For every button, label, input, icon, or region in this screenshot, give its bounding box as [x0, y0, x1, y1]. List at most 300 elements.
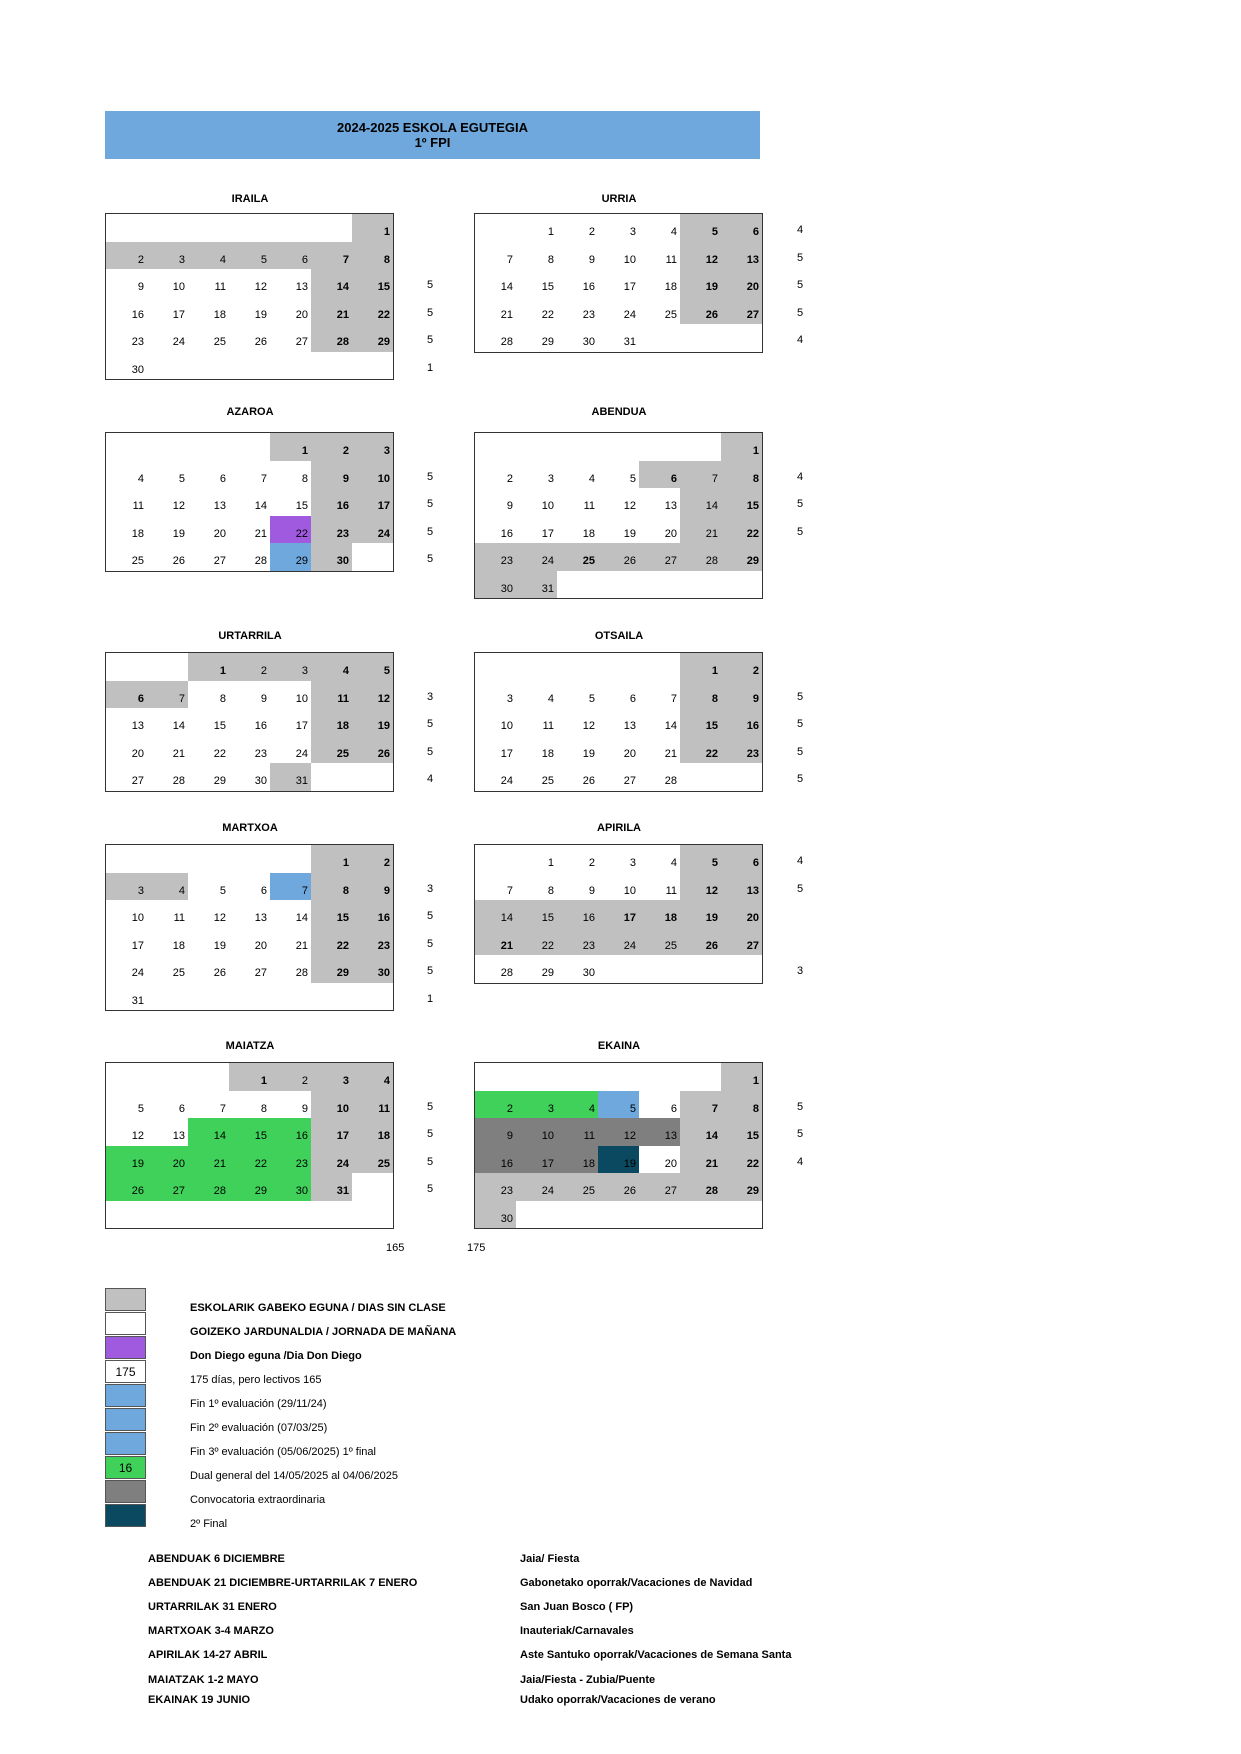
week-day-count: 5	[426, 1100, 434, 1113]
day-cell: 7	[506, 884, 513, 897]
day-cell: 25	[557, 543, 598, 571]
legend-label: Fin 1º evaluación (29/11/24)	[190, 1398, 327, 1410]
day-cell: 6	[670, 1102, 677, 1115]
day-cell: 15	[541, 281, 554, 293]
day-cell: 12	[254, 281, 267, 293]
day-cell	[721, 763, 762, 791]
day-cell: 16	[582, 281, 595, 293]
day-cell	[680, 1201, 721, 1229]
day-cell: 7	[270, 873, 311, 901]
month-name: MAIATZA	[225, 1040, 275, 1052]
day-cell: 19	[106, 1146, 147, 1174]
day-cell: 10	[623, 884, 636, 897]
day-cell: 3	[270, 653, 311, 681]
day-cell: 4	[557, 1091, 598, 1119]
day-cell: 26	[680, 297, 721, 325]
day-cell	[188, 433, 229, 461]
month-name: AZAROA	[226, 406, 274, 418]
holiday-date: ABENDUAK 6 DICIEMBRE	[148, 1553, 285, 1565]
day-cell: 19	[598, 1146, 639, 1174]
day-cell: 14	[475, 900, 516, 928]
day-cell: 21	[188, 1146, 229, 1174]
day-cell	[721, 1201, 762, 1229]
day-cell: 18	[557, 1146, 598, 1174]
day-cell	[639, 433, 680, 461]
day-cell: 29	[721, 1173, 762, 1201]
day-cell	[680, 571, 721, 599]
day-cell	[147, 983, 188, 1011]
day-cell: 17	[623, 281, 636, 293]
day-cell: 16	[475, 1146, 516, 1174]
day-cell	[229, 433, 270, 461]
week-day-count: 4	[796, 224, 804, 236]
month-calendar	[105, 1062, 394, 1229]
day-cell: 1	[311, 845, 352, 873]
day-cell: 28	[295, 967, 308, 979]
day-cell: 21	[295, 939, 308, 952]
day-cell: 2	[506, 472, 513, 485]
day-cell: 3	[352, 433, 393, 461]
day-cell: 16	[311, 488, 352, 516]
day-cell: 8	[352, 242, 393, 270]
day-cell: 19	[582, 747, 595, 760]
day-cell: 18	[131, 527, 144, 540]
day-cell: 20	[623, 747, 636, 760]
day-cell: 22	[270, 516, 311, 544]
day-cell: 8	[219, 692, 226, 705]
day-cell	[557, 653, 598, 681]
day-cell: 20	[721, 269, 762, 297]
day-cell: 24	[352, 516, 393, 544]
day-cell: 18	[352, 1118, 393, 1146]
day-cell: 30	[582, 336, 595, 348]
day-cell: 12	[598, 1118, 639, 1146]
day-cell	[147, 653, 188, 681]
month-calendar	[105, 213, 394, 380]
day-cell: 7	[680, 1091, 721, 1119]
month-name: IRAILA	[231, 193, 269, 205]
day-cell: 5	[629, 472, 636, 485]
day-cell: 2	[270, 1063, 311, 1091]
week-day-count: 5	[426, 334, 434, 346]
day-cell: 4	[670, 226, 677, 238]
day-cell: 4	[352, 1063, 393, 1091]
legend-swatch: 175	[105, 1360, 146, 1383]
day-cell: 5	[588, 692, 595, 705]
week-day-count: 5	[426, 965, 434, 977]
day-cell: 15	[295, 500, 308, 512]
day-cell	[680, 1063, 721, 1091]
day-cell: 31	[623, 336, 636, 348]
day-cell: 5	[219, 884, 226, 897]
week-day-count: 3	[426, 690, 434, 703]
day-cell: 10	[295, 692, 308, 705]
day-cell: 30	[131, 363, 144, 376]
legend-label: ESKOLARIK GABEKO EGUNA / DIAS SIN CLASE	[190, 1302, 446, 1314]
day-cell: 16	[721, 708, 762, 736]
holiday-date: MAIATZAK 1-2 MAYO	[148, 1674, 259, 1686]
day-cell: 23	[131, 336, 144, 348]
day-cell: 24	[500, 775, 513, 787]
legend-swatch	[105, 1432, 146, 1455]
day-cell	[639, 1063, 680, 1091]
day-cell: 28	[500, 336, 513, 348]
day-cell: 8	[311, 873, 352, 901]
day-cell: 11	[665, 253, 677, 266]
week-day-count: 5	[796, 718, 804, 730]
day-cell: 25	[639, 928, 680, 956]
day-cell: 1	[721, 433, 762, 461]
day-cell: 13	[131, 720, 144, 732]
day-cell: 14	[172, 720, 185, 732]
day-cell: 5	[680, 214, 721, 242]
day-cell	[147, 845, 188, 873]
day-cell: 1	[352, 214, 393, 242]
holiday-description: Inauteriak/Carnavales	[520, 1625, 634, 1637]
day-cell: 15	[721, 1118, 762, 1146]
day-cell: 28	[680, 543, 721, 571]
day-cell: 23	[352, 928, 393, 956]
day-cell: 15	[721, 488, 762, 516]
day-cell: 17	[131, 939, 144, 952]
week-day-count: 5	[426, 553, 434, 565]
day-cell: 21	[680, 1146, 721, 1174]
day-cell: 21	[680, 516, 721, 544]
week-day-count: 5	[796, 773, 804, 785]
day-cell	[639, 1201, 680, 1229]
day-cell: 28	[254, 555, 267, 567]
day-cell: 7	[670, 692, 677, 705]
day-cell: 9	[311, 461, 352, 489]
week-day-count: 5	[796, 690, 804, 703]
day-cell: 15	[213, 720, 226, 732]
day-cell	[721, 955, 762, 983]
day-cell: 2	[588, 226, 595, 238]
day-cell: 27	[131, 775, 144, 787]
day-cell: 24	[295, 747, 308, 760]
day-cell	[311, 763, 352, 791]
day-cell: 26	[106, 1173, 147, 1201]
day-cell: 23	[475, 543, 516, 571]
week-day-count: 5	[426, 718, 434, 730]
day-cell: 31	[311, 1173, 352, 1201]
week-day-count: 5	[796, 306, 804, 319]
day-cell	[147, 1201, 188, 1229]
day-cell: 12	[680, 242, 721, 270]
day-cell: 14	[680, 488, 721, 516]
day-cell: 8	[547, 884, 554, 897]
legend-swatch	[105, 1312, 146, 1335]
day-cell: 16	[352, 900, 393, 928]
day-cell: 21	[475, 928, 516, 956]
day-cell: 7	[311, 242, 352, 270]
day-cell: 14	[664, 720, 677, 732]
day-cell: 9	[588, 253, 595, 266]
day-cell	[106, 214, 147, 242]
day-cell	[598, 955, 639, 983]
day-cell: 24	[131, 967, 144, 979]
day-cell: 30	[475, 571, 516, 599]
month-calendar	[105, 844, 394, 1011]
day-cell: 20	[254, 939, 267, 952]
day-cell: 3	[516, 1091, 557, 1119]
legend-swatch: 16	[105, 1456, 146, 1479]
day-cell: 12	[582, 720, 595, 732]
week-day-count: 4	[796, 470, 804, 483]
day-cell: 30	[475, 1201, 516, 1229]
week-day-count: 5	[426, 745, 434, 758]
day-cell	[475, 214, 516, 242]
day-cell: 27	[213, 555, 226, 567]
day-cell: 9	[260, 692, 267, 705]
day-cell: 19	[680, 900, 721, 928]
day-cell	[106, 845, 147, 873]
week-day-count: 5	[426, 910, 434, 922]
day-cell: 25	[213, 336, 226, 348]
holiday-description: San Juan Bosco ( FP)	[520, 1601, 634, 1613]
week-day-count: 5	[426, 1155, 434, 1168]
day-cell: 22	[541, 308, 554, 321]
legend-label: GOIZEKO JARDUNALDIA / JORNADA DE MAÑANA	[190, 1326, 457, 1338]
calendar-title-banner	[105, 111, 760, 159]
legend-label: Fin 2º evaluación (07/03/25)	[190, 1422, 328, 1434]
day-cell: 15	[311, 900, 352, 928]
day-cell: 30	[311, 543, 352, 571]
day-cell: 18	[582, 527, 595, 540]
day-cell	[598, 653, 639, 681]
day-cell: 29	[213, 775, 226, 787]
day-cell: 25	[131, 555, 144, 567]
day-cell: 16	[131, 308, 144, 321]
day-cell	[516, 1063, 557, 1091]
day-cell	[188, 1201, 229, 1229]
day-cell: 4	[547, 692, 554, 705]
day-cell: 10	[500, 720, 513, 732]
day-cell: 2	[721, 653, 762, 681]
day-cell: 5	[352, 653, 393, 681]
calendar-subtitle: 1º FPI	[414, 135, 451, 150]
day-cell: 24	[311, 1146, 352, 1174]
day-cell: 26	[598, 1173, 639, 1201]
day-cell	[188, 352, 229, 380]
week-day-count: 5	[426, 1183, 434, 1195]
week-day-count: 5	[426, 306, 434, 319]
day-cell: 17	[500, 747, 513, 760]
day-cell: 24	[172, 336, 185, 348]
day-cell	[270, 214, 311, 242]
day-cell: 22	[516, 928, 557, 956]
day-cell: 15	[680, 708, 721, 736]
day-cell: 29	[229, 1173, 270, 1201]
week-day-count: 5	[426, 1128, 434, 1140]
day-cell: 30	[254, 775, 267, 787]
day-cell: 2	[229, 653, 270, 681]
day-cell	[598, 1063, 639, 1091]
day-cell: 11	[665, 884, 677, 897]
day-cell: 24	[516, 1173, 557, 1201]
day-cell: 21	[664, 747, 677, 760]
day-cell: 13	[639, 1118, 680, 1146]
month-calendar	[105, 432, 394, 572]
day-cell: 29	[541, 967, 554, 979]
month-name: APIRILA	[597, 822, 641, 834]
day-cell: 3	[506, 692, 513, 705]
day-cell: 11	[214, 281, 226, 293]
day-cell: 6	[260, 884, 267, 897]
day-cell: 18	[639, 900, 680, 928]
day-cell: 25	[352, 1146, 393, 1174]
day-cell	[352, 543, 393, 571]
day-cell	[147, 214, 188, 242]
day-cell: 13	[721, 873, 762, 901]
day-cell: 17	[352, 488, 393, 516]
holiday-description: Gabonetako oporrak/Vacaciones de Navidad	[520, 1577, 753, 1589]
week-day-count: 5	[426, 279, 434, 291]
week-day-count: 5	[426, 470, 434, 483]
month-name: EKAINA	[597, 1040, 641, 1052]
legend-label: Convocatoria extraordinaria	[190, 1494, 326, 1506]
day-cell: 17	[598, 900, 639, 928]
day-cell: 27	[147, 1173, 188, 1201]
day-cell: 9	[301, 1102, 308, 1115]
day-cell: 29	[311, 955, 352, 983]
day-cell: 13	[213, 500, 226, 512]
day-cell	[352, 1173, 393, 1201]
day-cell	[188, 845, 229, 873]
day-cell	[311, 352, 352, 380]
day-cell: 29	[721, 543, 762, 571]
day-cell	[352, 763, 393, 791]
day-cell: 7	[506, 253, 513, 266]
day-cell: 17	[295, 720, 308, 732]
day-cell: 8	[547, 253, 554, 266]
day-cell: 8	[301, 472, 308, 485]
day-cell: 28	[172, 775, 185, 787]
week-day-count: 5	[796, 882, 804, 895]
day-cell: 3	[547, 472, 554, 485]
day-cell: 29	[541, 336, 554, 348]
week-day-count: 5	[796, 525, 804, 538]
day-cell: 14	[295, 912, 308, 924]
day-cell: 17	[311, 1118, 352, 1146]
day-cell: 14	[254, 500, 267, 512]
day-cell: 8	[721, 1091, 762, 1119]
legend-label: Fin 3º evaluación (05/06/2025) 1º final	[190, 1446, 376, 1458]
day-cell: 27	[295, 336, 308, 348]
day-cell: 15	[352, 269, 393, 297]
day-cell: 24	[623, 308, 636, 321]
week-day-count: 4	[426, 773, 434, 785]
day-cell: 1	[229, 1063, 270, 1091]
day-cell: 7	[260, 472, 267, 485]
day-cell: 13	[295, 281, 308, 293]
day-cell: 6	[721, 845, 762, 873]
holiday-date: ABENDUAK 21 DICIEMBRE-URTARRILAK 7 ENERO	[148, 1577, 418, 1589]
day-cell	[106, 433, 147, 461]
day-cell: 25	[172, 967, 185, 979]
day-cell	[188, 983, 229, 1011]
week-day-count: 3	[796, 965, 804, 977]
day-cell: 30	[270, 1173, 311, 1201]
day-cell	[270, 845, 311, 873]
day-cell: 6	[721, 214, 762, 242]
day-cell: 5	[178, 472, 185, 485]
day-cell: 20	[131, 747, 144, 760]
day-cell: 2	[311, 433, 352, 461]
day-cell	[680, 433, 721, 461]
holiday-description: Udako oporrak/Vacaciones de verano	[520, 1694, 716, 1706]
day-cell	[106, 1201, 147, 1229]
day-cell: 2	[475, 1091, 516, 1119]
holiday-date: EKAINAK 19 JUNIO	[148, 1694, 251, 1706]
day-cell: 2	[588, 857, 595, 869]
day-cell: 3	[629, 857, 636, 869]
day-cell: 12	[352, 681, 393, 709]
day-cell: 22	[721, 516, 762, 544]
day-cell: 25	[664, 308, 677, 321]
day-cell	[270, 1201, 311, 1229]
day-cell: 3	[147, 242, 188, 270]
week-day-count: 1	[426, 361, 434, 374]
day-cell: 18	[172, 939, 185, 952]
day-cell: 27	[639, 543, 680, 571]
day-cell: 27	[623, 775, 636, 787]
day-cell	[475, 433, 516, 461]
day-cell: 27	[639, 1173, 680, 1201]
day-cell: 31	[516, 571, 557, 599]
day-cell	[106, 653, 147, 681]
day-cell: 4	[147, 873, 188, 901]
day-cell: 22	[213, 747, 226, 760]
day-cell: 19	[623, 527, 636, 540]
month-name: URRIA	[601, 193, 637, 205]
day-cell: 24	[598, 928, 639, 956]
day-cell: 14	[680, 1118, 721, 1146]
day-cell: 26	[213, 967, 226, 979]
holiday-date: URTARRILAK 31 ENERO	[148, 1601, 277, 1613]
day-cell: 25	[541, 775, 554, 787]
day-cell: 10	[131, 912, 144, 924]
day-cell: 28	[500, 967, 513, 979]
legend-label: Don Diego eguna /Dia Don Diego	[190, 1350, 362, 1362]
day-cell	[229, 352, 270, 380]
day-cell: 9	[506, 500, 513, 512]
day-cell: 16	[254, 720, 267, 732]
day-cell: 23	[721, 736, 762, 764]
day-cell: 4	[137, 472, 144, 485]
day-cell	[352, 352, 393, 380]
week-day-count: 3	[426, 882, 434, 895]
day-cell: 21	[500, 308, 513, 321]
day-cell: 13	[664, 500, 677, 512]
day-cell: 22	[229, 1146, 270, 1174]
day-cell: 14	[188, 1118, 229, 1146]
day-cell: 6	[270, 242, 311, 270]
legend-swatch	[105, 1504, 146, 1527]
day-cell	[639, 324, 680, 352]
day-cell: 14	[500, 281, 513, 293]
legend-swatch	[105, 1288, 146, 1311]
day-cell: 23	[254, 747, 267, 760]
day-cell: 11	[311, 681, 352, 709]
week-day-count: 4	[796, 334, 804, 346]
week-day-count: 1	[426, 992, 434, 1005]
day-cell	[516, 433, 557, 461]
day-cell: 6	[106, 681, 147, 709]
day-cell: 8	[680, 681, 721, 709]
day-cell: 13	[172, 1130, 185, 1142]
holiday-description: Jaia/ Fiesta	[520, 1553, 580, 1565]
